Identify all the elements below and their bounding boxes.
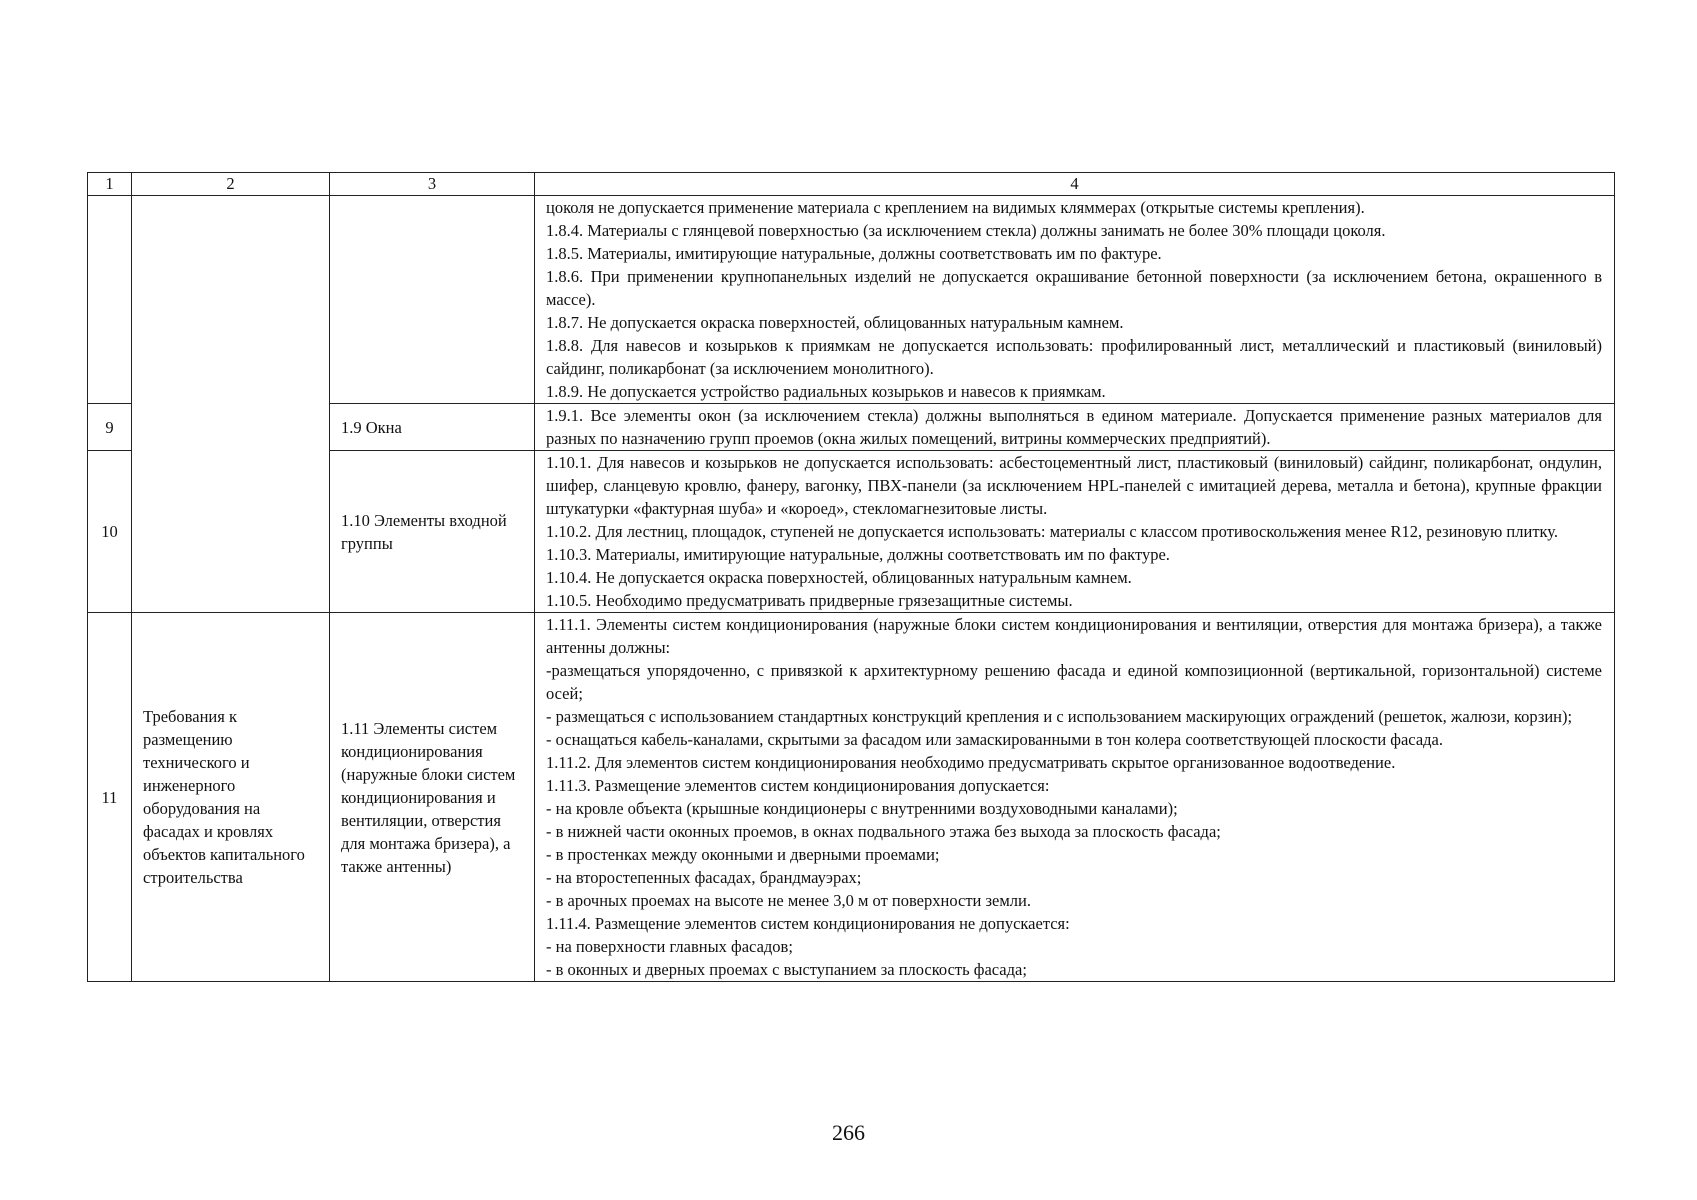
rule-line: 1.10.5. Необходимо предусматривать придверные грязезащитные системы. (546, 591, 1073, 610)
rule-line: 1.9.1. Все элементы окон (за исключением стекла) должны выполняться в едином материале. Допускается применение разных материалов для разных по назначению групп проемов (окна жилых помещений, витрины коммерческих предприятий). (546, 406, 1602, 448)
element-cell: 1.11 Элементы систем кондиционирования (наружные блоки систем кондиционирования и вентиляции, отверстия для монтажа бризера), а также антенны) (330, 613, 535, 982)
requirement-cell-empty (132, 196, 330, 613)
row-number (88, 196, 132, 404)
rule-line: 1.8.5. Материалы, имитирующие натуральные, должны соответствовать им по фактуре. (546, 244, 1162, 263)
rule-line: 1.8.6. При применении крупнопанельных изделий не допускается окрашивание бетонной поверхности (за исключением бетона, окрашенного в массе). (546, 267, 1602, 309)
rule-line: - в арочных проемах на высоте не менее 3,0 м от поверхности земли. (546, 891, 1031, 910)
rule-line: цоколя не допускается применение материала с креплением на видимых кляммерах (открытые системы крепления). (546, 198, 1365, 217)
rule-line: 1.11.2. Для элементов систем кондиционирования необходимо предусматривать скрытое организованное водоотведение. (546, 753, 1396, 772)
rule-line: - в оконных и дверных проемах с выступанием за плоскость фасада; (546, 960, 1027, 979)
rule-line: -размещаться упорядоченно, с привязкой к архитектурному решению фасада и единой композиционной (вертикальной, горизонтальной) системе осей; (546, 661, 1602, 703)
rule-line: - на кровле объекта (крышные кондиционеры с внутренними воздуховодными каналами); (546, 799, 1178, 818)
element-cell: 1.10 Элементы входной группы (330, 451, 535, 613)
rule-line: - на второстепенных фасадах, брандмауэрах; (546, 868, 862, 887)
row-number: 10 (88, 451, 132, 613)
row-number: 11 (88, 613, 132, 982)
row-number: 9 (88, 404, 132, 451)
element-cell: 1.9 Окна (330, 404, 535, 451)
header-col-1: 1 (88, 173, 132, 196)
header-row (88, 173, 1615, 196)
rule-line: - на поверхности главных фасадов; (546, 937, 793, 956)
rule-line: - размещаться с использованием стандартных конструкций крепления и с использованием маскирующих ограждений (решеток, жалюзи, корзин); (546, 707, 1573, 726)
element-cell (330, 196, 535, 404)
rule-text-cell (535, 196, 1615, 404)
rule-line: 1.8.8. Для навесов и козырьков к приямкам не допускается использовать: профилированный лист, металлический и пластиковый (виниловый) сайдинг, поликарбонат (за исключением монолитного). (546, 336, 1602, 378)
rule-text-cell (535, 613, 1615, 982)
rule-line: 1.8.9. Не допускается устройство радиальных козырьков и навесов к приямкам. (546, 382, 1106, 401)
table-row (88, 613, 1615, 982)
rule-line: 1.8.4. Материалы с глянцевой поверхностью (за исключением стекла) должны занимать не более 30% площади цоколя. (546, 221, 1386, 240)
header-col-2: 2 (132, 173, 330, 196)
table-row (88, 196, 1615, 404)
header-col-3: 3 (330, 173, 535, 196)
rule-line: 1.10.4. Не допускается окраска поверхностей, облицованных натуральным камнем. (546, 568, 1132, 587)
header-col-4: 4 (535, 173, 1615, 196)
rule-line: 1.10.2. Для лестниц, площадок, ступеней не допускается использовать: материалы с классом противоскольжения менее R12, резиновую плитку. (546, 522, 1559, 541)
rule-line: - в простенках между оконными и дверными проемами; (546, 845, 940, 864)
requirements-table (87, 172, 1615, 982)
rule-line: 1.11.4. Размещение элементов систем кондиционирования не допускается: (546, 914, 1070, 933)
rule-line: 1.8.7. Не допускается окраска поверхностей, облицованных натуральным камнем. (546, 313, 1124, 332)
rule-text-cell (535, 451, 1615, 613)
rule-text-cell (535, 404, 1615, 451)
rule-line: 1.11.1. Элементы систем кондиционирования (наружные блоки систем кондиционирования и вентиляции, отверстия для монтажа бризера), а также антенны должны: (546, 615, 1602, 657)
requirement-cell: Требования к размещению технического и инженерного оборудования на фасадах и кровлях объектов капитального строительства (132, 613, 330, 982)
rule-line: 1.11.3. Размещение элементов систем кондиционирования допускается: (546, 776, 1050, 795)
rule-line: 1.10.3. Материалы, имитирующие натуральные, должны соответствовать им по фактуре. (546, 545, 1170, 564)
rule-line: - в нижней части оконных проемов, в окнах подвального этажа без выхода за плоскость фасада; (546, 822, 1221, 841)
page-number: 266 (832, 1120, 865, 1145)
rule-line: - оснащаться кабель-каналами, скрытыми за фасадом или замаскированными в тон колера соответствующей плоскости фасада. (546, 730, 1443, 749)
rule-line: 1.10.1. Для навесов и козырьков не допускается использовать: асбестоцементный лист, пластиковый (виниловый) сайдинг, поликарбонат, ондулин, шифер, сланцевую кровлю, фанеру, вагонку, ПВХ-панели (за исключением HPL-панелей с имитацией дерева, металла и бетона), крупные фракции штукатурки «фактурная шуба» и «короед», стекломагнезитовые листы. (546, 453, 1602, 518)
